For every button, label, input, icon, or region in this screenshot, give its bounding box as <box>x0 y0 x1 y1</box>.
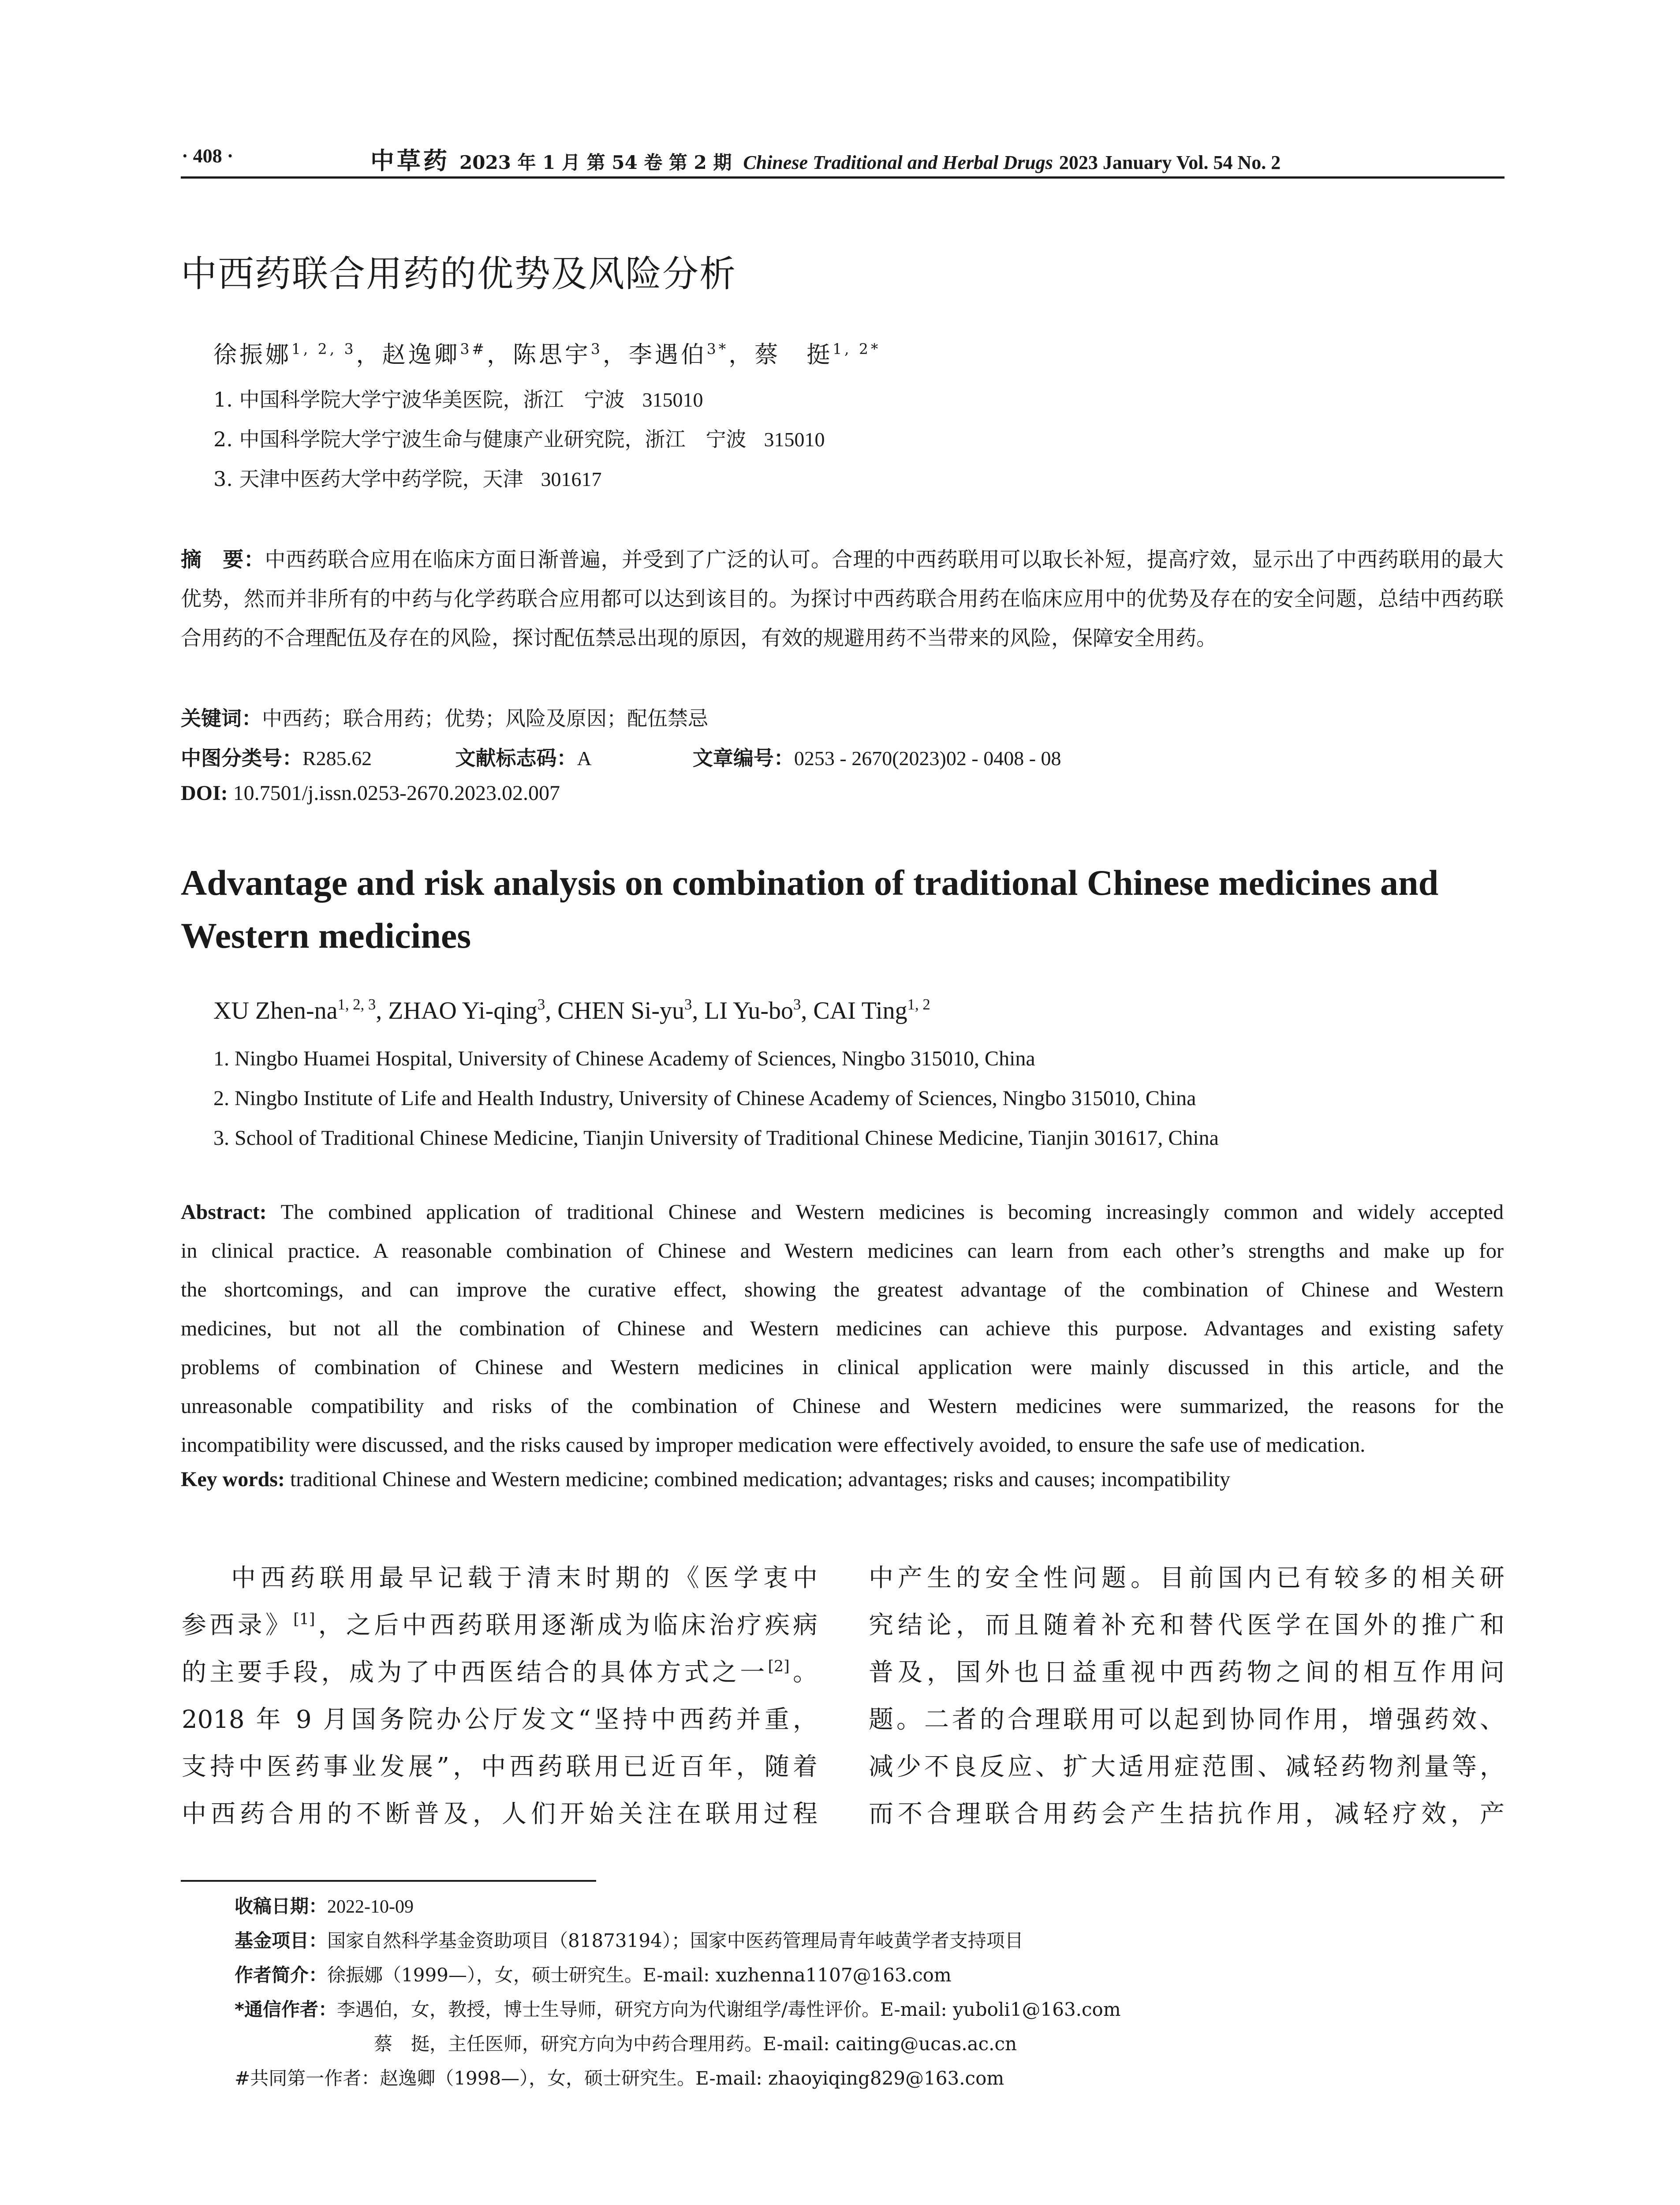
abstract-cn-label: 摘 要： <box>181 548 265 572</box>
issue-cn: 2023 年 1 月 第 54 卷 第 2 期 <box>459 152 732 173</box>
journal-name-en: Chinese Traditional and Herbal Drugs <box>743 152 1053 173</box>
authors-cn: 徐振娜$^{1, 2, 3}$，赵逸卿$^{3\#}$，陈思宇$^3$，李遇伯$^{3*}$，蔡 挺$^{1, 2*}$ <box>213 340 881 368</box>
title-en: Advantage and risk analysis on combination of traditional Chinese medicines and Western medicines <box>181 863 1439 956</box>
classification-line: 中图分类号：R285.62 文献标志码：A 文章编号：0253 - 2670(2023)02 - 0408 - 08 <box>181 746 1061 770</box>
body-line-with-ref-2: 的主要手段，成为了中西医结合的具体方式之一[2]。 <box>182 1658 818 1687</box>
running-header <box>370 142 1281 176</box>
title-cn: 中西药联合用药的优势及风险分析 <box>181 253 737 295</box>
keywords-cn: 关键词：中西药；联合用药；优势；风险及原因；配伍禁忌 <box>181 706 708 730</box>
affiliation-cn-3: 3. 天津中医药大学中药学院，天津 301617 <box>213 467 602 491</box>
header-rule <box>181 176 1505 179</box>
authors-en: XU Zhen-na$^{1, 2, 3}$, ZHAO Yi-qing$^3$, CHEN $Si-yu^3$, LI $Yu-bo^3$, CAI Ting$^{1, 2}$ <box>213 996 930 1024</box>
footnote-rule <box>181 1880 596 1882</box>
abstract-en-label: Abstract: <box>181 1200 267 1224</box>
footnote-corresponding-2: 蔡 挺，主任医师，研究方向为中药合理用药。E-mail: caiting@ucas.ac.cn <box>374 2033 1017 2055</box>
abstract-en: Abstract: The combined application of traditional Chinese and Western medicines is becoming increasingly common and widely accepted in clinical practice. A reasonable combination of Chinese and Western medicines can learn from each other’s strengths and make up for the shortcomings, and can improve the curative effect, showing the greatest advantage of the combination of Chinese and Western medicines, but not all the combination of Chinese and Western medicines can achieve this purpose. Advantages and existing safety problems of combination of Chinese and Western medicines in clinical application were mainly discussed in this article, and the unreasonable compatibility and risks of the combination of Chinese and Western medicines were summarized, the reasons for the incompatibility were discussed, and the risks caused by improper medication were effectively avoided, to ensure the safe use of medication. <box>181 1200 1504 1457</box>
doi-line: DOI: 10.7501/j.issn.0253-2670.2023.02.007 <box>181 781 560 805</box>
affiliation-en-1: 1. Ningbo Huamei Hospital, University of Chinese Academy of Sciences, Ningbo 315010, China <box>213 1047 1035 1070</box>
footnote-corresponding-1: *通信作者：李遇伯，女，教授，博士生导师，研究方向为代谢组学/毒性评价。E-mail: yuboli1@163.com <box>235 1999 1121 2020</box>
doi-link[interactable]: 10.7501/j.issn.0253-2670.2023.02.007 <box>233 781 560 805</box>
body-column-right: 中产生的安全性问题。目前国内已有较多的相关研 究结论，而且随着补充和替代医学在国外的推广和 普及，国外也日益重视中西药物之间的相互作用问 题。二者的合理联用可以起到协同作用，增强药效、 减少不良反应、扩大适用症范围、减轻药物剂量等， 而不合理联合用药会产生拮抗作用，减轻疗效，产 <box>869 1564 1505 1828</box>
footnote-fund: 基金项目：国家自然科学基金资助项目（81873194）；国家中医药管理局青年岐黄学者支持项目 <box>235 1930 1023 1951</box>
affiliation-cn-2: 2. 中国科学院大学宁波生命与健康产业研究院，浙江 宁波 315010 <box>213 427 825 451</box>
footnote-co-first-author: #共同第一作者：赵逸卿（1998—），女，硕士研究生。E-mail: zhaoyiqing829@163.com <box>235 2067 1004 2089</box>
abstract-cn: 摘 要：中西药联合应用在临床方面日渐普遍，并受到了广泛的认可。合理的中西药联用可以取长补短，提高疗效，显示出了中西药联用的最大优势，然而并非所有的中药与化学药联合应用都可以达到该目的。为探讨中西药联合用药在临床应用中的优势及存在的安全问题，总结中西药联合用药的不合理配伍及存在的风险，探讨配伍禁忌出现的原因，有效的规避用药不当带来的风险，保障安全用药。 <box>181 548 1504 650</box>
affiliation-en-2: 2. Ningbo Institute of Life and Health Industry, University of Chinese Academy of Sciences, Ningbo 315010, China <box>213 1087 1196 1110</box>
issue-en: 2023 January Vol. 54 No. 2 <box>1059 152 1281 173</box>
footnote-author-bio: 作者简介：徐振娜（1999—），女，硕士研究生。E-mail: xuzhenna1107@163.com <box>235 1964 952 1986</box>
affiliation-cn-1: 1. 中国科学院大学宁波华美医院，浙江 宁波 315010 <box>213 388 703 411</box>
journal-logo-cn: 中草药 <box>370 146 450 175</box>
page-number: · 408 · <box>182 145 234 167</box>
footnote-received: 收稿日期：2022-10-09 <box>235 1895 414 1917</box>
body-column-left: 中西药联用最早记载于清末时期的《医学衷中 参西录》[1]，之后中西药联用逐渐成为临床治疗疾病 的主要手段，成为了中西医结合的具体方式之一[2]。 2018 年 9 月国务院办公厅发文“坚持中西药并重， 支持中医药事业发展”，中西药联用已近百年，随着 中西药合用的不断普及，人们开始关注在联用过程 <box>182 1564 818 1828</box>
affiliation-en-3: 3. School of Traditional Chinese Medicine, Tianjin University of Traditional Chinese Medicine, Tianjin 301617, China <box>213 1126 1219 1150</box>
body-line-with-ref-1: 参西录》[1]，之后中西药联用逐渐成为临床治疗疾病 <box>182 1611 818 1640</box>
keywords-en: Key words: traditional Chinese and Western medicine; combined medication; advantages; risks and causes; incompatibility <box>181 1468 1230 1491</box>
